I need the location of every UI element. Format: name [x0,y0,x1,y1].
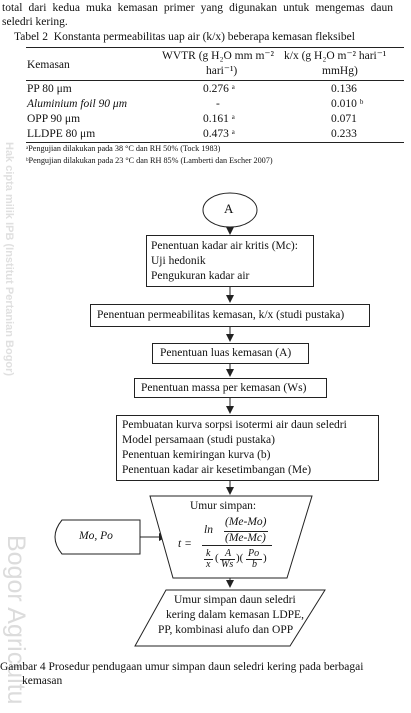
intro-line-1: total dari kedua muka kemasan primer yang digunakan untuk mengemas daun [2,2,393,14]
flow-step-2-label: Penentuan permeabilitas kemasan, k/x (studi pustaka) [97,309,345,321]
cell-wvtr: 0.276 ᵃ [203,83,235,95]
cell-kemasan: LLDPE 80 μm [27,128,96,140]
table-note-a: ᵃPengujian dilakukan pada 38 °C dan RH 50% (Tock 1983) [26,144,221,153]
cell-kx: 0.233 [331,128,357,140]
table-header-kx-1: k/x (g H₂O m⁻² hari⁻¹ [284,50,387,62]
flow-step-5-line-3: Penentuan kemiringan kurva (b) [122,449,271,461]
cell-kemasan: PP 80 μm [27,83,72,95]
flow-step-5-line-4: Penentuan kadar air kesetimbangan (Me) [122,464,312,476]
table-caption-prefix: Tabel 2 [14,31,49,43]
flow-start-label: A [224,201,234,216]
watermark-large: Bogor Agricultu [2,535,30,705]
formula-open-a: ( [215,552,219,564]
figure-caption-line-1: Gambar 4 Prosedur pendugaan umur simpan daun seledri kering pada berbagai [0,661,364,673]
cell-kx: 0.071 [331,113,357,125]
flow-process-title: Umur simpan: [190,500,257,512]
table-header-wvtr-2: hari⁻¹) [206,65,238,77]
formula-p-num: Po [248,548,260,559]
flow-step-4-label: Penentuan massa per kemasan (Ws) [141,382,307,394]
flow-step-5-line-2: Model persamaan (studi pustaka) [122,434,275,446]
formula-a-den: Ws [221,559,234,570]
table-header-kemasan: Kemasan [27,59,70,71]
cell-kx: 0.136 [331,83,357,95]
formula-ln: ln [204,524,213,536]
formula-p-den: b [252,559,257,570]
flow-step-1-line-1: Penentuan kadar air kritis (Mc): [151,240,298,252]
table-header-kx-2: mmHg) [322,65,358,77]
flow-step-5 [116,415,379,481]
flow-output-line-3: PP, kombinasi alufo dan OPP [158,624,294,636]
flow-step-1-line-2: Uji hedonik [151,255,206,267]
formula-ln-den: (Me-Mc) [225,532,266,544]
cell-wvtr: 0.161 ᵃ [203,113,235,125]
flow-step-2 [90,304,370,327]
flow-step-1-line-3: Pengukuran kadar air [151,270,250,282]
cell-kx: 0.010 ᵇ [331,98,364,110]
cell-kemasan: OPP 90 μm [27,113,81,125]
formula-x: x [206,559,211,570]
cell-wvtr: - [216,98,220,110]
flow-input-label: Mo, Po [79,530,113,542]
formula-close-p: ) [263,552,267,564]
flow-step-3-label: Penentuan luas kemasan (A) [160,347,292,359]
formula-main-bar [202,545,272,546]
flow-step-1 [146,235,314,287]
formula-ln-num: (Me-Mo) [225,516,267,528]
formula-a-num: A [225,548,232,559]
flow-step-4 [134,378,327,398]
flow-output-line-1: Umur simpan daun seledri [174,594,296,606]
table-note-b: ᵇPengujian dilakukan pada 23 °C dan RH 85% (Lamberti dan Escher 2007) [26,156,273,165]
cell-wvtr: 0.473 ᵃ [203,128,235,140]
formula-k: k [206,548,211,559]
formula-close-a: )( [236,552,244,564]
flow-step-5-line-1: Pembuatan kurva sorpsi isotermi air daun seledri [122,419,347,431]
figure-caption-line-2: kemasan [22,675,63,687]
intro-line-2: seledri kering. [2,16,68,28]
flow-step-3 [152,343,309,364]
flow-output-line-2: kering dalam kemasan LDPE, [166,609,304,621]
formula-t: t = [178,538,192,550]
table-header-wvtr-1: WVTR (g H₂O mm m⁻² [162,50,274,62]
watermark-small: Hak cipta milik IPB (Institut Pertanian Bogor) [3,142,15,377]
table-caption-text: Konstanta permeabilitas uap air (k/x) beberapa kemasan fleksibel [53,31,355,43]
cell-kemasan: Aluminium foil 90 μm [27,98,128,110]
